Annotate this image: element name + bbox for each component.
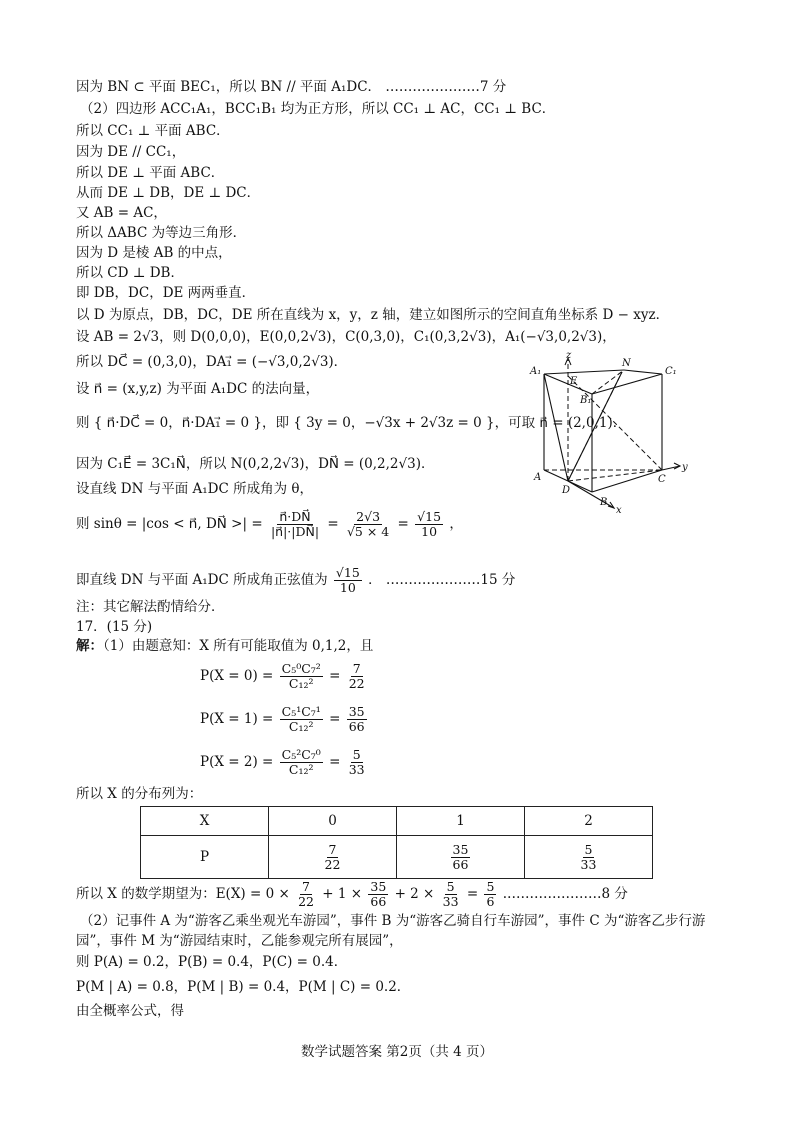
label-D: D — [562, 485, 571, 496]
text-line: （2）四边形 ACC₁A₁，BCC₁B₁ 均为正方形，所以 CC₁ ⊥ AC，CC₁ ⊥ BC． — [80, 101, 556, 117]
expectation-line: 所以 X 的数学期望为：E(X) = 0 × $\frac{7}{22}$ + 1 × $\frac{35}{66}$ + 2 × $\frac{5}{33}$ = $\frac{5}{6}$ .…………………8 分 — [76, 879, 628, 909]
text-line: 园”，事件 M 为“游园结束时，乙能参观完所有展园”， — [76, 933, 403, 949]
edge-line — [544, 370, 624, 374]
text-line: 所以 ΔABC 为等边三角形． — [76, 225, 247, 241]
text-line: 则 P(A) = 0.2，P(B) = 0.4，P(C) = 0.4． — [76, 954, 348, 970]
text-line: 设 n⃗ = (x,y,z) 为平面 A₁DC 的法向量， — [76, 381, 320, 397]
text-line: 所以 CD ⊥ DB． — [76, 265, 184, 281]
hidden-edge — [592, 370, 624, 394]
distribution-table — [140, 806, 653, 879]
table-header-cell: 0 — [269, 807, 397, 836]
text-line: 由全概率公式，得 — [76, 1003, 184, 1019]
label-C: C — [658, 474, 666, 485]
prism-figure — [522, 350, 722, 520]
edge-line — [592, 470, 662, 492]
label-B1: B₁ — [580, 395, 592, 406]
page-footer: 数学试题答案 第2页（共 4 页） — [300, 1044, 494, 1060]
text-line: 即 DB，DC，DE 两两垂直． — [76, 285, 256, 301]
prob-x0: P(X = 0) = $\frac{\text{C₅⁰C₇²}}{\text{C₁₂²}}$ = $\frac{7}{22}$ — [200, 661, 365, 691]
prob-x2: P(X = 2) = $\frac{\text{C₅²C₇⁰}}{\text{C₁₂²}}$ = $\frac{5}{33}$ — [200, 747, 365, 777]
label-z: z — [566, 350, 572, 361]
text-line: 因为 C₁E⃗ = 3C₁N⃗，所以 N(0,2,2√3)，DN⃗ = (0,2,2√3)． — [76, 456, 435, 472]
edge-line — [592, 374, 662, 394]
question-number: 17．(15 分) — [76, 619, 153, 635]
text-line: 设 AB = 2√3，则 D(0,0,0)，E(0,0,2√3)，C(0,3,0)，C₁(0,3,2√3)，A₁(−√3,0,2√3)， — [76, 329, 616, 345]
text-line: 则 { n⃗·DC⃗ = 0，n⃗·DA₁⃗ = 0 }，即 { 3y = 0，−√3x + 2√3z = 0 }，可取 n⃗ = (2,0,1)． — [76, 415, 627, 431]
conclusion-line: 即直线 DN 与平面 A₁DC 所成角正弦值为 $\frac{√15}{10}$ ． …………………15 分 — [76, 565, 516, 595]
text-line: 所以 DE ⊥ 平面 ABC． — [76, 165, 225, 181]
label-B: B — [600, 497, 608, 508]
label-C1: C₁ — [665, 366, 677, 377]
table-header-cell: 2 — [525, 807, 653, 836]
text-line: 从而 DE ⊥ DB，DE ⊥ DC． — [76, 185, 261, 201]
label-E: E — [570, 376, 578, 387]
table-cell: $\frac{7}{22}$ — [269, 836, 397, 879]
text-line: 又 AB = AC， — [76, 205, 167, 221]
y-axis-arrow — [674, 463, 680, 469]
text-line: 因为 DE // CC₁， — [76, 144, 186, 160]
label-y: y — [682, 462, 688, 473]
edge-line — [624, 370, 662, 374]
prob-x1: P(X = 1) = $\frac{\text{C₅¹C₇¹}}{\text{C₁₂²}}$ = $\frac{35}{66}$ — [200, 704, 365, 734]
label-N: N — [622, 358, 631, 369]
hidden-edge — [568, 376, 662, 470]
text-line: 设直线 DN 与平面 A₁DC 所成角为 θ， — [76, 481, 314, 497]
text-line: P(M | A) = 0.8，P(M | B) = 0.4，P(M | C) = 0.2． — [76, 979, 411, 995]
text-line: 所以 X 的分布列为： — [76, 786, 203, 802]
label-A1: A₁ — [530, 366, 542, 377]
label-x: x — [616, 505, 622, 516]
table-cell: $\frac{5}{33}$ — [525, 836, 653, 879]
text-line: （2）记事件 A 为“游客乙乘坐观光车游园”，事件 B 为“游客乙骑自行车游园”，事件 C 为“游客乙步行游 — [80, 913, 706, 929]
table-cell: $\frac{35}{66}$ — [397, 836, 525, 879]
y-axis — [662, 466, 680, 470]
note-line: 注：其它解法酌情给分． — [76, 599, 225, 615]
text-line: 所以 DC⃗ = (0,3,0)，DA₁⃗ = (−√3,0,2√3)． — [76, 354, 348, 370]
table-header-cell: X — [141, 807, 269, 836]
table-row-label: P — [141, 836, 269, 879]
edge-line — [544, 374, 568, 481]
table-header-cell: 1 — [397, 807, 525, 836]
text-line: 以 D 为原点，DB，DC，DE 所在直线为 x，y，z 轴，建立如图所示的空间直角坐标系 D − xyz． — [76, 307, 670, 323]
solution-line: 解：（1）由题意知：X 所有可能取值为 0,1,2，且 — [76, 638, 374, 654]
label-A: A — [534, 472, 542, 483]
hidden-edge — [568, 470, 662, 481]
text-line: 因为 BN ⊂ 平面 BEC₁，所以 BN // 平面 A₁DC． …………………7 分 — [76, 79, 507, 95]
formula-sin: 则 sinθ = |cos < n⃗, DN⃗ >| = $\frac{n⃗\cdot DN⃗}{|n⃗|\cdot|DN⃗|}$ = $\frac{2√3}{√5 \times 4}$ = $\frac{√15}{10}$ ， — [76, 509, 463, 539]
text-line: 因为 D 是棱 AB 的中点， — [76, 245, 232, 261]
text-line: 所以 CC₁ ⊥ 平面 ABC． — [76, 123, 230, 139]
